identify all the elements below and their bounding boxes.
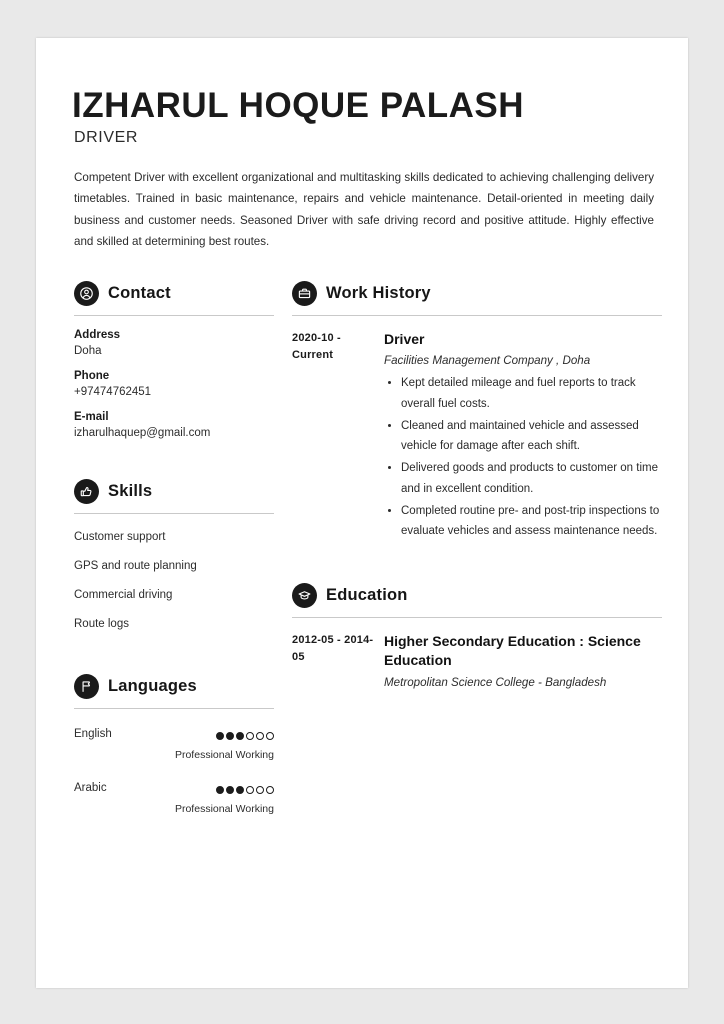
work-entry-title: Driver xyxy=(384,330,425,347)
professional-summary: Competent Driver with excellent organizational and multitasking skills dedicated to achieving challenging delivery timetables. Trained in basic maintenance, repairs and vehicle maintenance. Detail-oriented in meeting daily business and customer needs. Seasoned Driver with safe driving record and positive attitude. Highly effective and skilled at determining best routes. xyxy=(74,170,654,249)
work-history-heading: Work History xyxy=(326,283,431,302)
address-value: Doha xyxy=(74,344,102,357)
languages-divider xyxy=(74,708,274,709)
person-circle-icon xyxy=(74,281,99,306)
list-item: Route logs xyxy=(74,617,129,630)
left-column xyxy=(74,281,274,817)
work-history-section-header xyxy=(292,281,662,306)
list-item: • Delivered goods and products to customer on time and in excellent condition. xyxy=(401,458,662,499)
education-entry-title: Higher Secondary Education : Science Education xyxy=(384,632,641,668)
languages-heading: Languages xyxy=(108,676,197,695)
languages-section-header xyxy=(74,674,274,699)
education-section-header xyxy=(292,583,662,608)
language-name: Arabic xyxy=(74,781,107,794)
resume-sheet xyxy=(36,38,688,988)
list-item: GPS and route planning xyxy=(74,559,197,572)
list-item: Customer support xyxy=(74,530,166,543)
language-level: Professional Working xyxy=(174,748,274,761)
list-item xyxy=(74,727,274,763)
email-label: E-mail xyxy=(74,410,109,423)
section-education xyxy=(292,583,662,689)
graduation-cap-icon xyxy=(292,583,317,608)
skills-section-header xyxy=(74,479,274,504)
section-spacer xyxy=(292,543,662,583)
work-entry-date: 2020-10 - Current xyxy=(292,331,341,362)
education-divider xyxy=(292,617,662,618)
job-role-subtitle: DRIVER xyxy=(74,128,139,146)
hand-thumbs-up-icon xyxy=(74,479,99,504)
right-column xyxy=(292,281,662,817)
education-entry-institution: Metropolitan Science College - Bangladesh xyxy=(384,675,607,689)
section-skills xyxy=(74,479,274,630)
rating-dots xyxy=(214,727,274,744)
skills-heading: Skills xyxy=(108,481,153,500)
address-label: Address xyxy=(74,328,121,341)
education-entry-body xyxy=(384,632,662,689)
education-entry-date: 2012-05 - 2014-05 xyxy=(292,633,374,664)
section-contact xyxy=(74,281,274,439)
language-name: English xyxy=(74,727,112,740)
work-entry xyxy=(292,330,662,543)
work-entry-organization: Facilities Management Company , Doha xyxy=(384,354,591,368)
language-rating xyxy=(164,781,274,817)
contact-heading: Contact xyxy=(108,283,171,302)
briefcase-icon xyxy=(292,281,317,306)
skills-divider xyxy=(74,513,274,514)
contact-divider xyxy=(74,315,274,316)
list-item: • Kept detailed mileage and fuel reports to track overall fuel costs. xyxy=(401,373,662,414)
section-work-history xyxy=(292,281,662,543)
list-item xyxy=(74,781,274,817)
work-entry-bullets xyxy=(384,373,662,542)
resume-content xyxy=(56,60,666,968)
flag-icon xyxy=(74,674,99,699)
list-item: • Cleaned and maintained vehicle and assessed vehicle for damage after each shift. xyxy=(401,416,662,457)
rating-dots xyxy=(214,781,274,798)
work-history-divider xyxy=(292,315,662,316)
section-languages xyxy=(74,674,274,817)
two-column-body xyxy=(74,281,666,817)
language-level: Professional Working xyxy=(174,802,274,815)
education-entry xyxy=(292,632,662,689)
education-heading: Education xyxy=(326,585,408,604)
list-item: Commercial driving xyxy=(74,588,173,601)
email-value: izharulhaquep@gmail.com xyxy=(74,426,211,439)
work-entry-body xyxy=(384,330,662,543)
list-item: • Completed routine pre- and post-trip inspections to evaluate vehicles and assess maintenance needs. xyxy=(401,501,662,542)
phone-value: +97474762451 xyxy=(74,385,152,398)
language-rating xyxy=(164,727,274,763)
contact-section-header xyxy=(74,281,274,306)
phone-label: Phone xyxy=(74,369,110,382)
page-title: IZHARUL HOQUE PALASH xyxy=(72,86,525,125)
